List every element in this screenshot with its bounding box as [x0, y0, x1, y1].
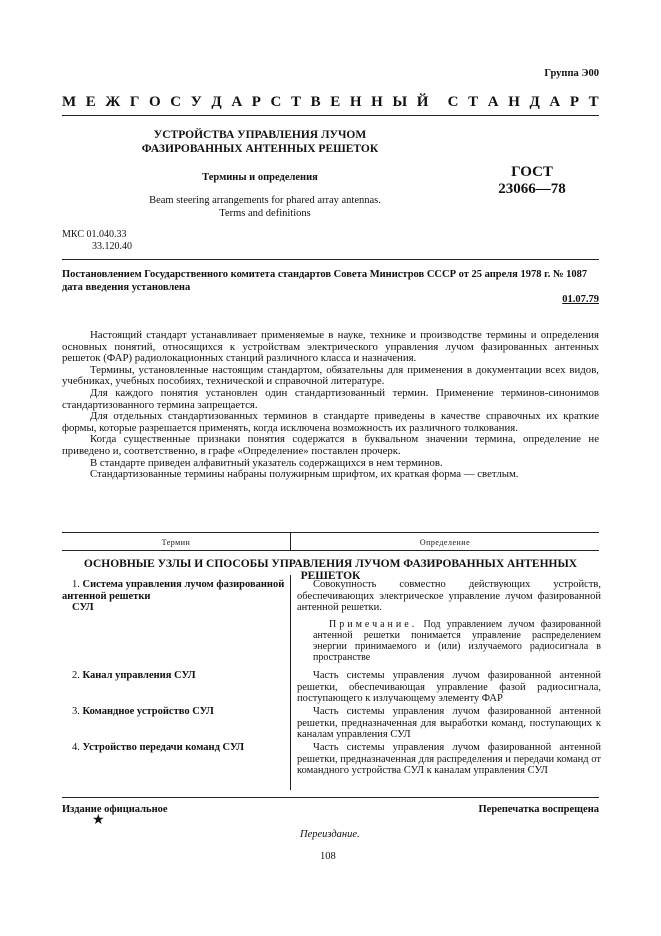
- intro-paragraph: В стандарте приведен алфавитный указатель содержащихся в нем терминов.: [90, 456, 443, 469]
- mks-codes: МКС 01.040.33 33.120.40: [62, 229, 132, 252]
- heading-letter: В: [310, 94, 321, 110]
- definition-4: Часть системы управления лучом фазированной антенной решетки, предназначенная для распределения и передачи команд от командного устройства СУЛ к каналам управления СУЛ: [297, 742, 601, 776]
- section-title: ОСНОВНЫЕ УЗЛЫ И СПОСОБЫ УПРАВЛЕНИЯ ЛУЧОМ ФАЗИРОВАННЫХ АНТЕННЫХ РЕШЕТОК: [83, 558, 578, 582]
- term-3: 3. Командное устройство СУЛ: [72, 706, 214, 717]
- heading-letter: Р: [569, 94, 580, 110]
- effective-date: 01.07.79: [562, 294, 599, 305]
- heading-letter: Н: [371, 94, 383, 110]
- heading-letter: О: [149, 94, 161, 110]
- note-1: Примечание. Под управлением лучом фазированной антенной решетки понимается управление распределением энергии принимаемого и (или) излучаемого радиосигнала в пространстве: [313, 619, 602, 663]
- heading-letter: У: [190, 94, 202, 110]
- footer-rule: [62, 797, 599, 798]
- definition-1: Совокупность совместно действующих устройств, обеспечивающих электрическое управление лучом фазированной антенной решетки.: [297, 579, 601, 613]
- column-header-term: Термин: [161, 538, 191, 547]
- heading-letter: А: [231, 94, 243, 110]
- heading-letter: С: [447, 94, 459, 110]
- document-subtitle: Термины и определения: [202, 172, 318, 183]
- heading-letter: Н: [349, 94, 362, 110]
- table-header-rule: [62, 550, 599, 551]
- star-icon: ★: [92, 813, 105, 828]
- official-edition: Издание официальное: [62, 804, 168, 815]
- heading-letter: Д: [211, 94, 222, 110]
- term-4: 4. Устройство передачи команд СУЛ: [72, 742, 245, 753]
- document-title: УСТРОЙСТВА УПРАВЛЕНИЯ ЛУЧОМ ФАЗИРОВАННЫХ АНТЕННЫХ РЕШЕТОК: [141, 129, 379, 155]
- page-number: 108: [320, 851, 336, 862]
- header-rule: [62, 115, 599, 116]
- decree-rule: [62, 259, 599, 260]
- heading-letter: С: [270, 94, 282, 110]
- decree-text: Постановлением Государственного комитета стандартов Совета Министров СССР от 25 апреля 1978 г. № 1087 дата введения установлена: [62, 269, 588, 293]
- heading-letter: Д: [529, 94, 540, 110]
- column-header-definition: Определение: [419, 538, 471, 547]
- introduction: [62, 330, 599, 481]
- english-title: Beam steering arrangements for phared array antennas. Terms and definitions: [149, 195, 381, 219]
- heading-letter: Г: [129, 94, 140, 110]
- reissue-note: Переиздание.: [300, 829, 360, 840]
- heading-letter: Т: [291, 94, 302, 110]
- intro-paragraph: Термины, установленные настоящим стандартом, обязательны для применения в документации всех видов, учебниках, учебных пособиях, технической и справочной литературе.: [62, 363, 599, 388]
- table-top-rule: [62, 532, 599, 533]
- group-code: Группа Э00: [544, 68, 599, 79]
- definition-3: Часть системы управления лучом фазированной антенной решетки, предназначенная для выработки команд, поступающих к каналам управления СУЛ: [297, 706, 601, 740]
- heading-letter: Е: [85, 94, 96, 110]
- heading-letter: Н: [508, 94, 520, 110]
- gost-designation: ГОСТ 23066—78: [498, 164, 566, 197]
- heading-letter: Й: [416, 94, 429, 110]
- heading-letter: М: [62, 94, 77, 110]
- heading-letter: С: [170, 94, 182, 110]
- definition-2: Часть системы управления лучом фазированной антенной решетки, обеспечивающая управление фазой радиосигнала, поступающего к излучающему элементу ФАР: [297, 670, 601, 704]
- heading-letter: Т: [468, 94, 479, 110]
- heading-letter: Ы: [392, 94, 408, 110]
- heading-letter: Р: [251, 94, 261, 110]
- heading-letter: Т: [588, 94, 599, 110]
- term-1: 1. Система управления лучом фазированной антенной решетки СУЛ: [62, 579, 285, 613]
- intro-paragraph: Для каждого понятия установлен один стандартизованный термин. Применение терминов-синонимов стандартизованного термина запрещается.: [62, 386, 599, 411]
- intro-paragraph: Настоящий стандарт устанавливает применяемые в науке, технике и производстве термины и определения основных понятий, относящихся к устройствам электрического управления лучом фазированных антенных решеток (ФАР) радиолокационных станций различного класса и назначения.: [62, 329, 599, 365]
- standard-type-heading: [62, 94, 599, 111]
- heading-letter: А: [487, 94, 499, 110]
- heading-letter: Ж: [105, 94, 121, 110]
- intro-paragraph: Для отдельных стандартизованных терминов в стандарте приведены в качестве справочных их краткие формы, которые разрешается применять, когда исключена возможность их различного толкования.: [62, 410, 599, 434]
- intro-paragraph: Стандартизованные термины набраны полужирным шрифтом, их краткая форма — светлым.: [90, 468, 519, 481]
- intro-paragraph: Когда существенные признаки понятия содержатся в буквальном значении термина, определение не приведено и, соответственно, в графе «Определение» поставлен прочерк.: [62, 433, 599, 457]
- reprint-prohibited: Перепечатка воспрещена: [478, 804, 599, 815]
- heading-letter: А: [549, 94, 561, 110]
- heading-letter: Е: [330, 94, 341, 110]
- term-2: 2. Канал управления СУЛ: [72, 670, 196, 681]
- table-column-divider: [290, 575, 291, 790]
